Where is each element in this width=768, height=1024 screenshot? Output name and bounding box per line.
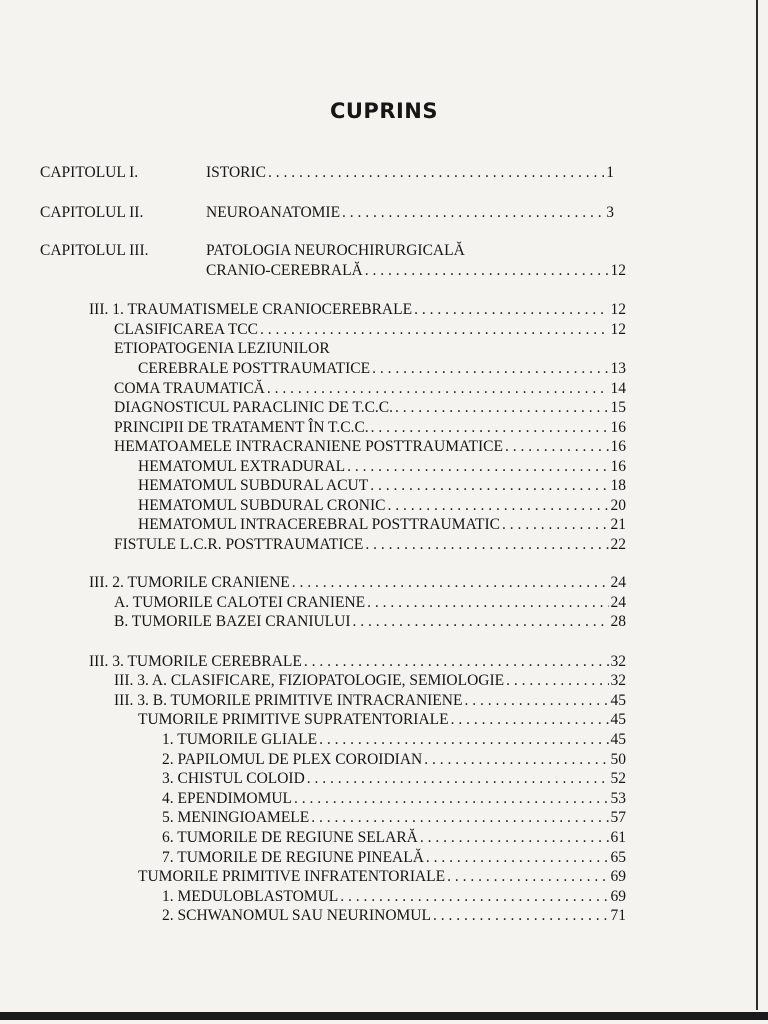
dot-leader: [370, 476, 608, 496]
dot-leader: [340, 887, 608, 907]
toc-entry: [162, 887, 626, 907]
toc-entry-title: 7. TUMORILE DE REGIUNE PINEALĂ: [162, 849, 424, 866]
toc-entry-title: ISTORIC: [206, 164, 267, 181]
toc-entry: [114, 691, 626, 711]
toc-entry: [89, 573, 626, 593]
toc-entry-chapter: [206, 203, 614, 223]
dot-leader: [447, 867, 608, 887]
toc-entry: [162, 848, 626, 868]
dot-leader: [433, 906, 609, 926]
toc-entry-page: 32: [610, 672, 626, 689]
chapter-label: CAPITOLUL I.: [40, 164, 139, 181]
toc-entry-page: 16: [610, 458, 626, 475]
toc-entry-page: 1: [606, 164, 614, 181]
toc-entry-title: HEMATOMUL SUBDURAL ACUT: [138, 477, 369, 494]
toc-entry-page: 45: [610, 692, 626, 709]
toc-entry-page: 14: [610, 380, 626, 397]
toc-entry: [162, 750, 626, 770]
toc-entry: [162, 828, 626, 848]
dot-leader: [342, 203, 604, 223]
toc-entry-page: 69: [610, 888, 626, 905]
toc-entry-page: 61: [610, 829, 626, 846]
toc-entry-title: 4. EPENDIMOMUL: [162, 790, 293, 807]
toc-entry-title: HEMATOMUL EXTRADURAL: [138, 458, 346, 475]
toc-entry-title: III. 3. B. TUMORILE PRIMITIVE INTRACRANIENE: [114, 692, 463, 709]
chapter-label: CAPITOLUL II.: [40, 204, 144, 221]
toc-entry: [114, 535, 626, 555]
dot-leader: [307, 769, 609, 789]
toc-entry: [138, 515, 626, 535]
dot-leader: [353, 612, 609, 632]
toc-entry-title: HEMATOAMELE INTRACRANIENE POSTTRAUMATICE: [114, 438, 503, 455]
dot-leader: [387, 496, 608, 516]
toc-entry-title: CLASIFICAREA TCC: [114, 321, 258, 338]
toc-entry-title: FISTULE L.C.R. POSTTRAUMATICE: [114, 536, 364, 553]
toc-entry-page: 69: [610, 868, 626, 885]
scan-edge: [0, 1012, 768, 1020]
toc-entry-page: 3: [606, 204, 614, 221]
dot-leader: [414, 300, 608, 320]
toc-entry: [162, 769, 626, 789]
toc-entry-page: 24: [610, 574, 626, 591]
dot-leader: [268, 163, 604, 183]
toc-entry: [114, 398, 626, 418]
page-title: CUPRINS: [329, 99, 439, 123]
toc-entry: [138, 359, 626, 379]
dot-leader: [319, 730, 608, 750]
dot-leader: [292, 573, 609, 593]
toc-entry-title: III. 2. TUMORILE CRANIENE: [89, 574, 290, 591]
toc-entry-page: 13: [610, 360, 626, 377]
dot-leader: [420, 828, 609, 848]
toc-entry-title: TUMORILE PRIMITIVE SUPRATENTORIALE: [138, 711, 449, 728]
toc-entry-chapter-line1: [206, 241, 614, 261]
toc-entry-title: PATOLOGIA NEUROCHIRURGICALĂ: [206, 242, 465, 259]
toc-entry: [114, 671, 626, 691]
dot-leader: [267, 379, 609, 399]
toc-entry: [114, 379, 626, 399]
dot-leader: [502, 515, 609, 535]
toc-entry-page: 18: [610, 477, 626, 494]
toc-entry-page: 57: [610, 809, 626, 826]
dot-leader: [304, 652, 609, 672]
toc-entry-page: 65: [610, 849, 626, 866]
toc-entry: [114, 437, 626, 457]
toc-entry: [162, 789, 626, 809]
toc-entry: [138, 496, 626, 516]
toc-entry-title: 1. TUMORILE GLIALE: [162, 731, 318, 748]
dot-leader: [311, 808, 608, 828]
toc-entry-title: HEMATOMUL SUBDURAL CRONIC: [138, 497, 386, 514]
dot-leader: [294, 789, 608, 809]
toc-entry: [114, 612, 626, 632]
page-edge: [756, 0, 758, 1010]
dot-leader: [372, 359, 608, 379]
dot-leader: [371, 418, 609, 438]
toc-entry: [89, 300, 626, 320]
toc-entry-page: 22: [610, 536, 626, 553]
toc-entry: [162, 808, 626, 828]
toc-entry-title: CEREBRALE POSTTRAUMATICE: [138, 360, 371, 377]
toc-entry-line1: [114, 339, 626, 359]
toc-entry-title: 6. TUMORILE DE REGIUNE SELARĂ: [162, 829, 418, 846]
toc-entry-title: HEMATOMUL INTRACEREBRAL POSTTRAUMATIC: [138, 516, 500, 533]
dot-leader: [506, 671, 608, 691]
dot-leader: [367, 593, 608, 613]
toc-entry-page: 71: [610, 907, 626, 924]
toc-entry: [138, 457, 626, 477]
dot-leader: [424, 750, 608, 770]
toc-entry-page: 20: [610, 497, 626, 514]
toc-entry-page: 12: [610, 301, 626, 318]
toc-entry: [138, 476, 626, 496]
toc-entry-title: 2. PAPILOMUL DE PLEX COROIDIAN: [162, 751, 423, 768]
dot-leader: [426, 848, 609, 868]
toc-entry-page: 50: [610, 751, 626, 768]
toc-entry-page: 24: [610, 594, 626, 611]
toc-entry-title: 5. MENINGIOAMELE: [162, 809, 310, 826]
toc-entry-page: 52: [610, 770, 626, 787]
dot-leader: [464, 691, 608, 711]
toc-entry-page: 21: [610, 516, 626, 533]
toc-entry-title: 3. CHISTUL COLOID: [162, 770, 305, 787]
toc-entry: [89, 652, 626, 672]
toc-entry: [138, 710, 626, 730]
dot-leader: [451, 710, 609, 730]
toc-entry-title: PRINCIPII DE TRATAMENT ÎN T.C.C.: [114, 419, 369, 436]
toc-entry-title: III. 1. TRAUMATISMELE CRANIOCEREBRALE: [89, 301, 413, 318]
toc-entry-chapter: [206, 261, 626, 281]
toc-entry: [114, 593, 626, 613]
toc-entry-page: 53: [610, 790, 626, 807]
toc-entry-title: COMA TRAUMATICĂ: [114, 380, 265, 397]
toc-entry-page: 45: [610, 731, 626, 748]
toc-entry: [138, 867, 626, 887]
dot-leader: [365, 535, 608, 555]
toc-entry-title: NEUROANATOMIE: [206, 204, 341, 221]
toc-entry-page: 12: [610, 321, 626, 338]
toc-entry-title: III. 3. TUMORILE CEREBRALE: [89, 653, 302, 670]
toc-entry-page: 32: [610, 653, 626, 670]
toc-entry-page: 15: [610, 399, 626, 416]
dot-leader: [365, 261, 609, 281]
toc-entry-page: 28: [610, 613, 626, 630]
toc-entry-title: A. TUMORILE CALOTEI CRANIENE: [114, 594, 366, 611]
toc-entry-page: 16: [610, 438, 626, 455]
toc-entry-title: 1. MEDULOBLASTOMUL: [162, 888, 339, 905]
toc-entry-title: ETIOPATOGENIA LEZIUNILOR: [114, 340, 330, 357]
toc-entry: [114, 320, 626, 340]
toc-entry-title: TUMORILE PRIMITIVE INFRATENTORIALE: [138, 868, 446, 885]
toc-entry-chapter: [206, 163, 614, 183]
toc-entry-title: DIAGNOSTICUL PARACLINIC DE T.C.C.: [114, 399, 394, 416]
dot-leader: [395, 398, 608, 418]
chapter-label: CAPITOLUL III.: [40, 242, 149, 259]
dot-leader: [347, 457, 608, 477]
dot-leader: [260, 320, 609, 340]
toc-entry-page: 45: [610, 711, 626, 728]
toc-entry-title: CRANIO-CEREBRALĂ: [206, 262, 363, 279]
toc-entry: [162, 906, 626, 926]
toc-entry-title: B. TUMORILE BAZEI CRANIULUI: [114, 613, 351, 630]
toc-entry: [114, 418, 626, 438]
toc-entry-page: 12: [610, 262, 626, 279]
toc-entry-title: III. 3. A. CLASIFICARE, FIZIOPATOLOGIE, SEMIOLOGIE: [114, 672, 505, 689]
dot-leader: [505, 437, 609, 457]
toc-entry: [162, 730, 626, 750]
toc-entry-title: 2. SCHWANOMUL SAU NEURINOMUL: [162, 907, 431, 924]
toc-entry-page: 16: [610, 419, 626, 436]
